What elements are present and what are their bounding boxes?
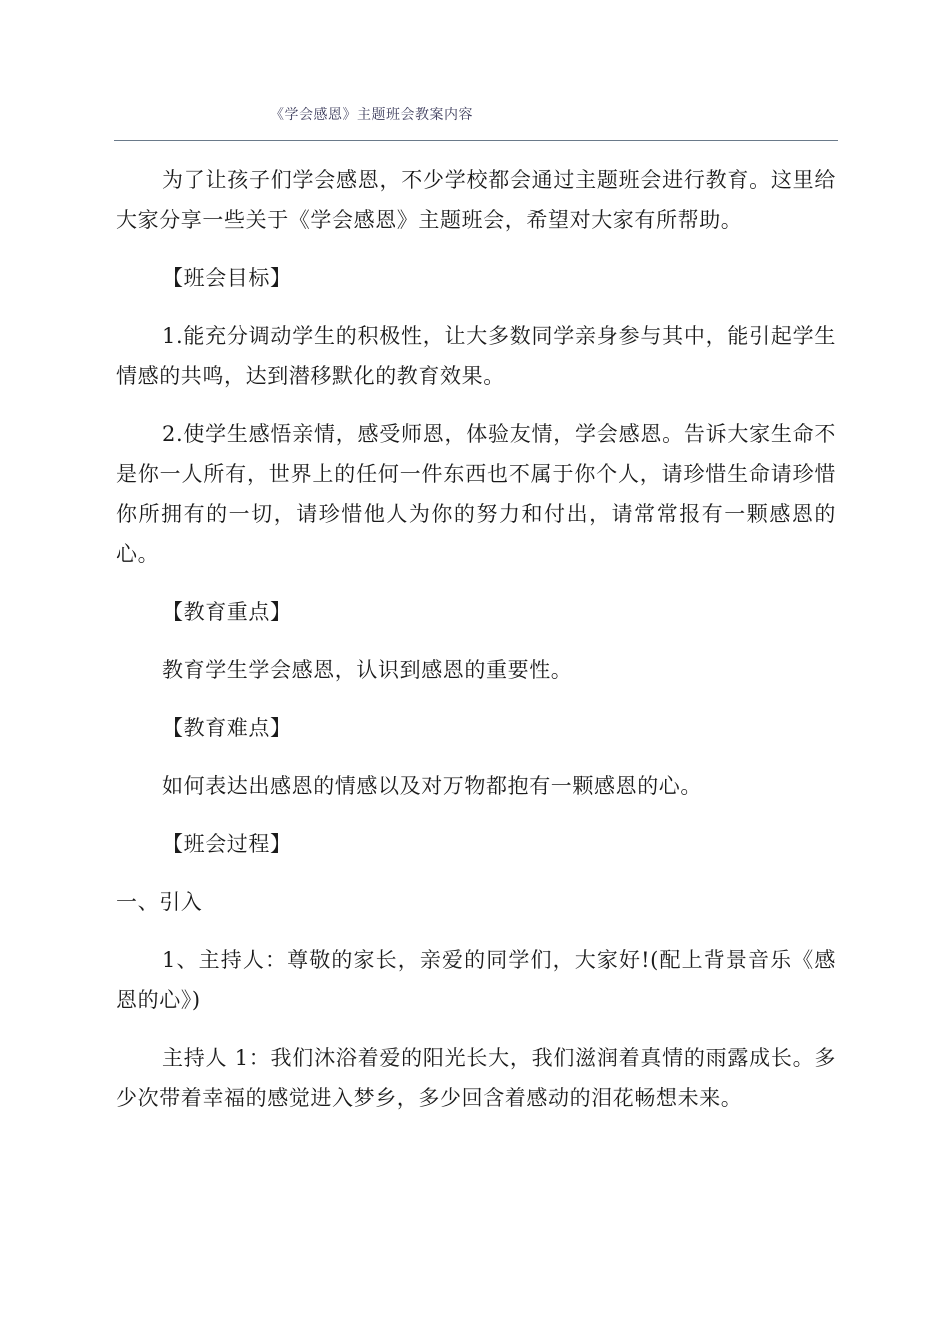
difficulty-heading: 【教育难点】 xyxy=(162,716,292,740)
page-header-title: 《学会感恩》主题班会教案内容 xyxy=(270,107,473,123)
intro-paragraph: 为了让孩子们学会感恩，不少学校都会通过主题班会进行教育。这里给大家分享一些关于《学会感恩》主题班会，希望对大家有所帮助。 xyxy=(116,168,836,232)
focus-heading: 【教育重点】 xyxy=(162,600,292,624)
header-divider xyxy=(114,140,838,141)
goal-item-2: 2.使学生感悟亲情，感受师恩，体验友情，学会感恩。告诉大家生命不是你一人所有，世界上的任何一件东西也不属于你个人，请珍惜生命请珍惜你所拥有的一切，请珍惜他人为你的努力和付出，请常常报有一颗感恩的心。 xyxy=(116,422,836,566)
section-heading-intro: 一、引入 xyxy=(116,890,203,914)
host-intro-paragraph: 1、主持人：尊敬的家长，亲爱的同学们，大家好!(配上背景音乐《感恩的心》) xyxy=(116,948,836,1012)
goal-heading: 【班会目标】 xyxy=(162,266,292,290)
goal-item-1: 1.能充分调动学生的积极性，让大多数同学亲身参与其中，能引起学生情感的共鸣，达到潜移默化的教育效果。 xyxy=(116,324,836,388)
document-body xyxy=(116,160,836,1136)
focus-text: 教育学生学会感恩，认识到感恩的重要性。 xyxy=(162,658,573,682)
difficulty-text: 如何表达出感恩的情感以及对万物都抱有一颗感恩的心。 xyxy=(162,774,702,798)
host-1-paragraph: 主持人 1：我们沐浴着爱的阳光长大，我们滋润着真情的雨露成长。多少次带着幸福的感觉进入梦乡，多少回含着感动的泪花畅想未来。 xyxy=(116,1046,836,1110)
process-heading: 【班会过程】 xyxy=(162,832,292,856)
